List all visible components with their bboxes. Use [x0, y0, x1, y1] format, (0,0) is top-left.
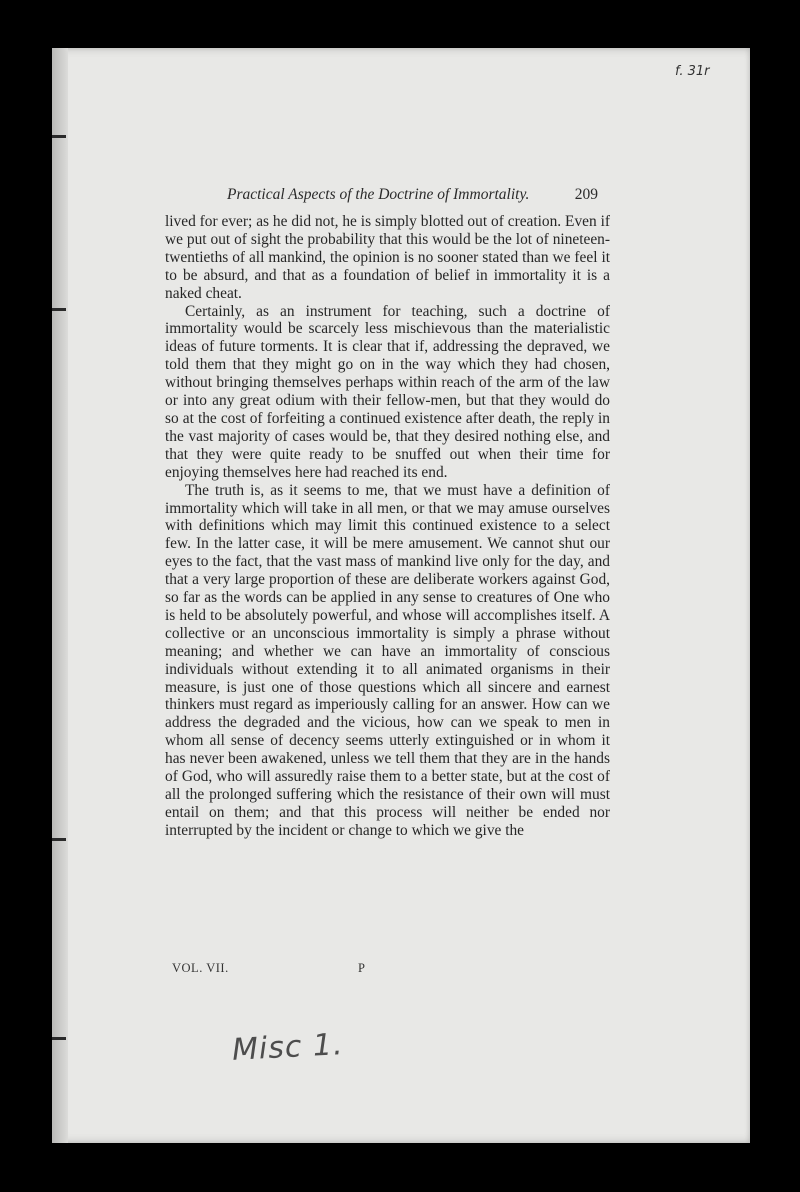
binding-thread-mark	[52, 308, 66, 311]
binding-thread-mark	[52, 838, 66, 841]
running-head-title: Practical Aspects of the Doctrine of Immortality.	[227, 186, 530, 203]
volume-label: VOL. VII.	[172, 961, 229, 975]
paragraph: lived for ever; as he did not, he is simply blotted out of creation. Even if we put out of sight the probability that this would be the lot of nineteen-twentieths of all mankind, the opinion is no sooner stated than we feel it to be absurd, and that as a foundation of belief in immortality it is a naked cheat.	[165, 213, 610, 302]
binding-thread-mark	[52, 135, 66, 138]
body-text	[165, 213, 610, 840]
page-number: 209	[574, 186, 598, 203]
paragraph: The truth is, as it seems to me, that we must have a definition of immortality which will take in all men, or that we may amuse ourselves with definitions which may limit this continued existence to a select few. In the latter case, it will be mere amusement. We cannot shut our eyes to the fact, that the vast mass of mankind live only for the day, and that a very large proportion of these are deliberate workers against God, so far as the words can be applied in any sense to creatures of One who is held to be absolutely powerful, and whose will accomplishes itself. A collective or an unconscious immortality is simply a phrase without meaning; and whether we can have an immortality of conscious individuals without extending it to all animated organisms in their measure, is just one of those questions which all sincere and earnest thinkers must regard as imperiously calling for an answer. How can we address the degraded and the vicious, how can we speak to men in whom all sense of decency seems utterly extinguished or in whom it has never been awakened, unless we tell them that they are in the hands of God, who will assuredly raise them to a better state, but at the cost of all the prolonged suffering which the resistance of their own will must entail on them; and that this process will neither be ended nor interrupted by the incident or change to which we give the	[165, 481, 610, 839]
paragraph: Certainly, as an instrument for teaching, such a doctrine of immortality would be scarcely less mischievous than the materialistic ideas of future torments. It is clear that if, addressing the depraved, we told them that they might go on in the way which they had chosen, without bringing themselves perhaps within reach of the arm of the law or into any great odium with their fellow-men, but that they would do so at the cost of forfeiting a continued existence after death, the reply in the vast majority of cases would be, that they desired nothing else, and that they were quite ready to be snuffed out when their time for enjoying themselves here had reached its end.	[165, 302, 610, 481]
page-footer	[172, 961, 472, 981]
folio-margin-note: f. 31r	[675, 64, 710, 79]
binding-thread-mark	[52, 1037, 66, 1040]
running-head	[165, 186, 610, 208]
handwritten-note: Misc 1.	[231, 1027, 345, 1068]
page-binding-edge	[52, 48, 68, 1143]
signature-mark: P	[358, 961, 366, 975]
